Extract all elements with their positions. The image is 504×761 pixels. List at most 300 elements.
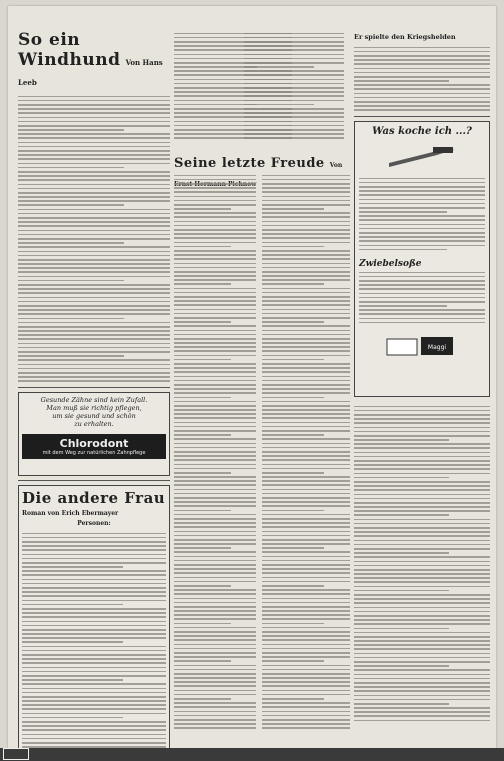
text-line bbox=[354, 477, 449, 479]
text-line bbox=[244, 125, 344, 127]
text-line bbox=[22, 579, 166, 581]
text-line bbox=[262, 426, 350, 428]
text-line bbox=[22, 558, 166, 560]
text-line bbox=[354, 460, 490, 462]
text-line bbox=[354, 468, 490, 470]
text-line bbox=[262, 547, 324, 549]
text-line bbox=[359, 190, 485, 192]
text-line bbox=[262, 451, 350, 453]
text-line bbox=[262, 246, 324, 248]
text-line bbox=[174, 694, 256, 696]
sidebar-heading: Er spielte den Kriegshelden bbox=[354, 33, 456, 41]
text-line bbox=[22, 545, 166, 547]
text-line bbox=[354, 51, 490, 53]
text-line bbox=[354, 715, 490, 717]
text-line bbox=[174, 639, 256, 641]
text-line bbox=[354, 447, 490, 449]
text-line bbox=[359, 236, 485, 238]
text-line bbox=[174, 363, 256, 365]
text-line bbox=[18, 213, 170, 215]
text-line bbox=[354, 76, 490, 78]
text-line bbox=[354, 581, 490, 583]
text-line bbox=[359, 228, 485, 230]
text-line bbox=[262, 602, 350, 604]
text-line bbox=[174, 367, 256, 369]
text-line bbox=[262, 317, 350, 319]
text-line bbox=[244, 112, 344, 114]
novel-persons: Personen: bbox=[77, 520, 111, 527]
text-line bbox=[262, 191, 350, 193]
article2-body-2 bbox=[262, 172, 350, 732]
text-line bbox=[22, 570, 166, 572]
text-line bbox=[18, 196, 170, 198]
text-line bbox=[174, 656, 256, 658]
text-line bbox=[354, 623, 490, 625]
text-line bbox=[18, 225, 170, 227]
text-line bbox=[262, 250, 350, 252]
text-line bbox=[18, 251, 170, 253]
text-line bbox=[174, 677, 256, 679]
text-line bbox=[354, 678, 490, 680]
text-line bbox=[18, 242, 124, 244]
text-line bbox=[262, 694, 350, 696]
text-line bbox=[174, 405, 256, 407]
text-line bbox=[354, 97, 490, 99]
text-line bbox=[262, 539, 350, 541]
text-line bbox=[262, 618, 350, 620]
text-line bbox=[18, 238, 170, 240]
text-line bbox=[262, 719, 350, 721]
text-line bbox=[262, 271, 350, 273]
text-line bbox=[22, 696, 166, 698]
text-line bbox=[262, 489, 350, 491]
text-line bbox=[354, 695, 490, 697]
text-line bbox=[18, 338, 170, 340]
text-line bbox=[262, 346, 350, 348]
text-line bbox=[262, 179, 350, 181]
text-line bbox=[354, 427, 490, 429]
text-line bbox=[262, 392, 350, 394]
text-line bbox=[174, 468, 256, 470]
text-line bbox=[354, 456, 490, 458]
text-line bbox=[262, 639, 350, 641]
text-line bbox=[174, 702, 256, 704]
text-line bbox=[174, 317, 256, 319]
text-line bbox=[262, 669, 350, 671]
text-line bbox=[174, 267, 256, 269]
right-top-column bbox=[244, 30, 344, 140]
text-line bbox=[354, 611, 490, 613]
text-line bbox=[262, 723, 350, 725]
text-line bbox=[18, 313, 170, 315]
text-line bbox=[262, 610, 350, 612]
text-line bbox=[359, 178, 485, 180]
text-line bbox=[18, 359, 170, 361]
text-line bbox=[18, 305, 170, 307]
text-line bbox=[354, 93, 490, 95]
text-line bbox=[174, 706, 256, 708]
text-line bbox=[262, 325, 350, 327]
text-line bbox=[359, 322, 485, 324]
text-line bbox=[22, 537, 166, 539]
text-line bbox=[359, 232, 485, 234]
text-line bbox=[174, 514, 256, 516]
text-line bbox=[354, 481, 490, 483]
text-line bbox=[262, 443, 350, 445]
text-line bbox=[262, 476, 350, 478]
article2-col1 bbox=[174, 172, 256, 732]
text-line bbox=[22, 541, 166, 543]
text-line bbox=[18, 142, 170, 144]
text-line bbox=[174, 296, 256, 298]
text-line bbox=[354, 406, 490, 408]
text-line bbox=[174, 229, 256, 231]
newspaper-page bbox=[8, 6, 496, 748]
text-line bbox=[262, 409, 350, 411]
text-line bbox=[354, 443, 490, 445]
text-line bbox=[244, 129, 344, 131]
text-line bbox=[262, 656, 350, 658]
text-line bbox=[174, 459, 256, 461]
text-line bbox=[22, 625, 166, 627]
text-line bbox=[174, 669, 256, 671]
text-line bbox=[354, 556, 490, 558]
text-line bbox=[262, 585, 324, 587]
text-line bbox=[22, 662, 166, 664]
text-line bbox=[22, 587, 166, 589]
text-line bbox=[174, 258, 256, 260]
text-line bbox=[18, 137, 170, 139]
text-line bbox=[359, 224, 485, 226]
text-line bbox=[174, 531, 256, 533]
text-line bbox=[359, 215, 485, 217]
text-line bbox=[174, 455, 256, 457]
text-line bbox=[174, 451, 256, 453]
text-line bbox=[18, 368, 170, 370]
text-line bbox=[354, 105, 490, 107]
text-line bbox=[262, 258, 350, 260]
text-line bbox=[174, 572, 256, 574]
text-line bbox=[262, 514, 350, 516]
text-line bbox=[262, 438, 350, 440]
text-line bbox=[359, 293, 485, 295]
text-line bbox=[354, 565, 490, 567]
text-line bbox=[354, 644, 490, 646]
text-line bbox=[244, 49, 344, 51]
text-line bbox=[22, 616, 166, 618]
text-line bbox=[244, 87, 344, 89]
text-line bbox=[174, 644, 256, 646]
text-line bbox=[262, 304, 350, 306]
article2-body-1 bbox=[174, 172, 256, 732]
knife-icon bbox=[387, 141, 457, 171]
text-line bbox=[262, 706, 350, 708]
text-line bbox=[262, 677, 350, 679]
text-line bbox=[262, 401, 350, 403]
text-line bbox=[359, 203, 485, 205]
left-column bbox=[18, 30, 170, 748]
text-line bbox=[174, 438, 256, 440]
text-line bbox=[354, 648, 490, 650]
ad-brand-sub: mit dem Weg zur natürlichen Zahnpflege bbox=[42, 450, 146, 456]
maggi-ad-body bbox=[359, 175, 485, 253]
text-line bbox=[354, 47, 490, 49]
text-line bbox=[354, 619, 490, 621]
text-line bbox=[262, 196, 350, 198]
text-line bbox=[18, 133, 170, 135]
article2-author: Von bbox=[329, 162, 343, 169]
text-line bbox=[18, 104, 170, 106]
text-line bbox=[262, 685, 350, 687]
text-line bbox=[174, 543, 256, 545]
text-line bbox=[262, 279, 350, 281]
text-line bbox=[18, 259, 170, 261]
text-line bbox=[262, 187, 350, 189]
text-line bbox=[174, 183, 256, 185]
article1-body bbox=[18, 93, 170, 383]
text-line bbox=[354, 607, 490, 609]
text-line bbox=[174, 610, 256, 612]
text-line bbox=[18, 230, 170, 232]
text-line bbox=[354, 435, 490, 437]
text-line bbox=[244, 45, 344, 47]
text-line bbox=[174, 522, 256, 524]
far-right-column bbox=[354, 30, 490, 723]
text-line bbox=[18, 263, 170, 265]
text-line bbox=[359, 272, 485, 274]
text-line bbox=[18, 184, 170, 186]
text-line bbox=[174, 237, 256, 239]
text-line bbox=[244, 70, 344, 72]
text-line bbox=[22, 646, 166, 648]
text-line bbox=[174, 283, 231, 285]
text-line bbox=[262, 350, 350, 352]
maggi-ad-body2 bbox=[359, 269, 485, 325]
text-line bbox=[18, 171, 170, 173]
text-line bbox=[262, 631, 350, 633]
text-line bbox=[262, 363, 350, 365]
text-line bbox=[22, 629, 166, 631]
text-line bbox=[262, 698, 324, 700]
text-line bbox=[262, 384, 350, 386]
text-line bbox=[18, 376, 170, 378]
text-line bbox=[354, 535, 490, 537]
text-line bbox=[174, 602, 256, 604]
text-line bbox=[174, 652, 256, 654]
text-line bbox=[262, 330, 350, 332]
text-line bbox=[18, 380, 170, 382]
text-line bbox=[174, 635, 256, 637]
text-line bbox=[174, 648, 256, 650]
text-line bbox=[262, 522, 350, 524]
text-line bbox=[262, 367, 350, 369]
text-line bbox=[174, 401, 256, 403]
text-line bbox=[174, 577, 256, 579]
text-line bbox=[18, 343, 170, 345]
library-logo-icon bbox=[3, 748, 29, 760]
text-line bbox=[354, 573, 490, 575]
text-line bbox=[18, 221, 170, 223]
text-line bbox=[22, 562, 166, 564]
text-line bbox=[22, 738, 166, 740]
right-top-body bbox=[244, 30, 344, 140]
text-line bbox=[174, 376, 256, 378]
text-line bbox=[354, 707, 490, 709]
text-line bbox=[174, 325, 256, 327]
ad-line1: Gesunde Zähne sind kein Zufall. bbox=[40, 396, 148, 404]
text-line bbox=[18, 175, 170, 177]
text-line bbox=[262, 673, 350, 675]
text-line bbox=[18, 284, 170, 286]
text-line bbox=[22, 612, 166, 614]
text-line bbox=[18, 318, 124, 320]
text-line bbox=[262, 606, 350, 608]
text-line bbox=[174, 606, 256, 608]
text-line bbox=[18, 217, 170, 219]
text-line bbox=[22, 654, 166, 656]
text-line bbox=[359, 318, 485, 320]
text-line bbox=[262, 334, 350, 336]
text-line bbox=[174, 246, 231, 248]
text-line bbox=[262, 309, 350, 311]
text-line bbox=[262, 371, 350, 373]
text-line bbox=[22, 650, 166, 652]
text-line bbox=[262, 434, 324, 436]
text-line bbox=[262, 543, 350, 545]
text-line bbox=[354, 590, 449, 592]
text-line bbox=[22, 729, 166, 731]
text-line bbox=[174, 497, 256, 499]
text-line bbox=[22, 717, 123, 719]
text-line bbox=[354, 615, 490, 617]
text-line bbox=[174, 342, 256, 344]
text-line bbox=[354, 540, 490, 542]
text-line bbox=[22, 549, 166, 551]
text-line bbox=[354, 414, 490, 416]
text-line bbox=[18, 167, 124, 169]
text-line bbox=[174, 413, 256, 415]
text-line bbox=[18, 351, 170, 353]
text-line bbox=[354, 63, 490, 65]
text-line bbox=[174, 598, 256, 600]
text-line bbox=[262, 380, 350, 382]
text-line bbox=[18, 154, 170, 156]
text-line bbox=[18, 334, 170, 336]
text-line bbox=[174, 242, 256, 244]
text-line bbox=[174, 690, 256, 692]
text-line bbox=[22, 633, 166, 635]
ad-line3: um sie gesund und schön bbox=[52, 412, 136, 420]
text-line bbox=[359, 284, 485, 286]
text-line bbox=[262, 581, 350, 583]
text-line bbox=[174, 518, 256, 520]
text-line bbox=[174, 723, 256, 725]
text-line bbox=[354, 711, 490, 713]
text-line bbox=[174, 551, 256, 553]
text-line bbox=[354, 523, 490, 525]
text-line bbox=[262, 572, 350, 574]
text-line bbox=[354, 657, 490, 659]
text-line bbox=[174, 250, 256, 252]
text-line bbox=[22, 574, 166, 576]
chlorodont-ad bbox=[18, 392, 170, 476]
text-line bbox=[18, 129, 124, 131]
text-line bbox=[18, 364, 170, 366]
text-line bbox=[174, 480, 256, 482]
text-line bbox=[262, 388, 350, 390]
text-line bbox=[354, 632, 490, 634]
text-line bbox=[18, 347, 170, 349]
text-line bbox=[174, 388, 256, 390]
text-line bbox=[262, 665, 350, 667]
text-line bbox=[174, 313, 256, 315]
text-line bbox=[174, 547, 231, 549]
text-line bbox=[174, 476, 256, 478]
text-line bbox=[18, 309, 170, 311]
text-line bbox=[262, 468, 350, 470]
text-line bbox=[354, 59, 490, 61]
text-line bbox=[262, 321, 324, 323]
text-line bbox=[22, 591, 166, 593]
text-line bbox=[174, 434, 231, 436]
text-line bbox=[262, 518, 350, 520]
text-line bbox=[174, 288, 256, 290]
article2-title: Seine letzte Freude bbox=[174, 156, 325, 171]
text-line bbox=[18, 330, 170, 332]
text-line bbox=[22, 658, 166, 660]
text-line bbox=[174, 711, 256, 713]
text-line bbox=[22, 734, 166, 736]
text-line bbox=[174, 430, 256, 432]
text-line bbox=[244, 58, 344, 60]
text-line bbox=[18, 96, 170, 98]
text-line bbox=[18, 150, 170, 152]
text-line bbox=[22, 621, 166, 623]
text-line bbox=[354, 690, 490, 692]
text-line bbox=[174, 191, 256, 193]
text-line bbox=[174, 175, 256, 177]
text-line bbox=[174, 263, 256, 265]
text-line bbox=[174, 300, 256, 302]
sidebar-body bbox=[354, 44, 490, 112]
text-line bbox=[354, 527, 490, 529]
text-line bbox=[359, 288, 485, 290]
text-line bbox=[22, 725, 166, 727]
text-line bbox=[354, 519, 490, 521]
novel-body bbox=[22, 530, 166, 748]
text-line bbox=[262, 455, 350, 457]
text-line bbox=[354, 699, 490, 701]
text-line bbox=[359, 186, 485, 188]
text-line bbox=[354, 55, 490, 57]
text-line bbox=[262, 338, 350, 340]
text-line bbox=[244, 54, 344, 56]
text-line bbox=[354, 586, 490, 588]
text-line bbox=[244, 33, 344, 35]
ad-brand: Chlorodont bbox=[59, 437, 129, 450]
text-line bbox=[354, 485, 490, 487]
text-line bbox=[174, 212, 256, 214]
text-line bbox=[354, 498, 490, 500]
text-line bbox=[18, 288, 170, 290]
text-line bbox=[354, 88, 490, 90]
text-line bbox=[262, 526, 350, 528]
text-line bbox=[262, 589, 350, 591]
text-line bbox=[174, 539, 256, 541]
text-line bbox=[262, 296, 350, 298]
text-line bbox=[174, 196, 256, 198]
text-line bbox=[174, 505, 256, 507]
